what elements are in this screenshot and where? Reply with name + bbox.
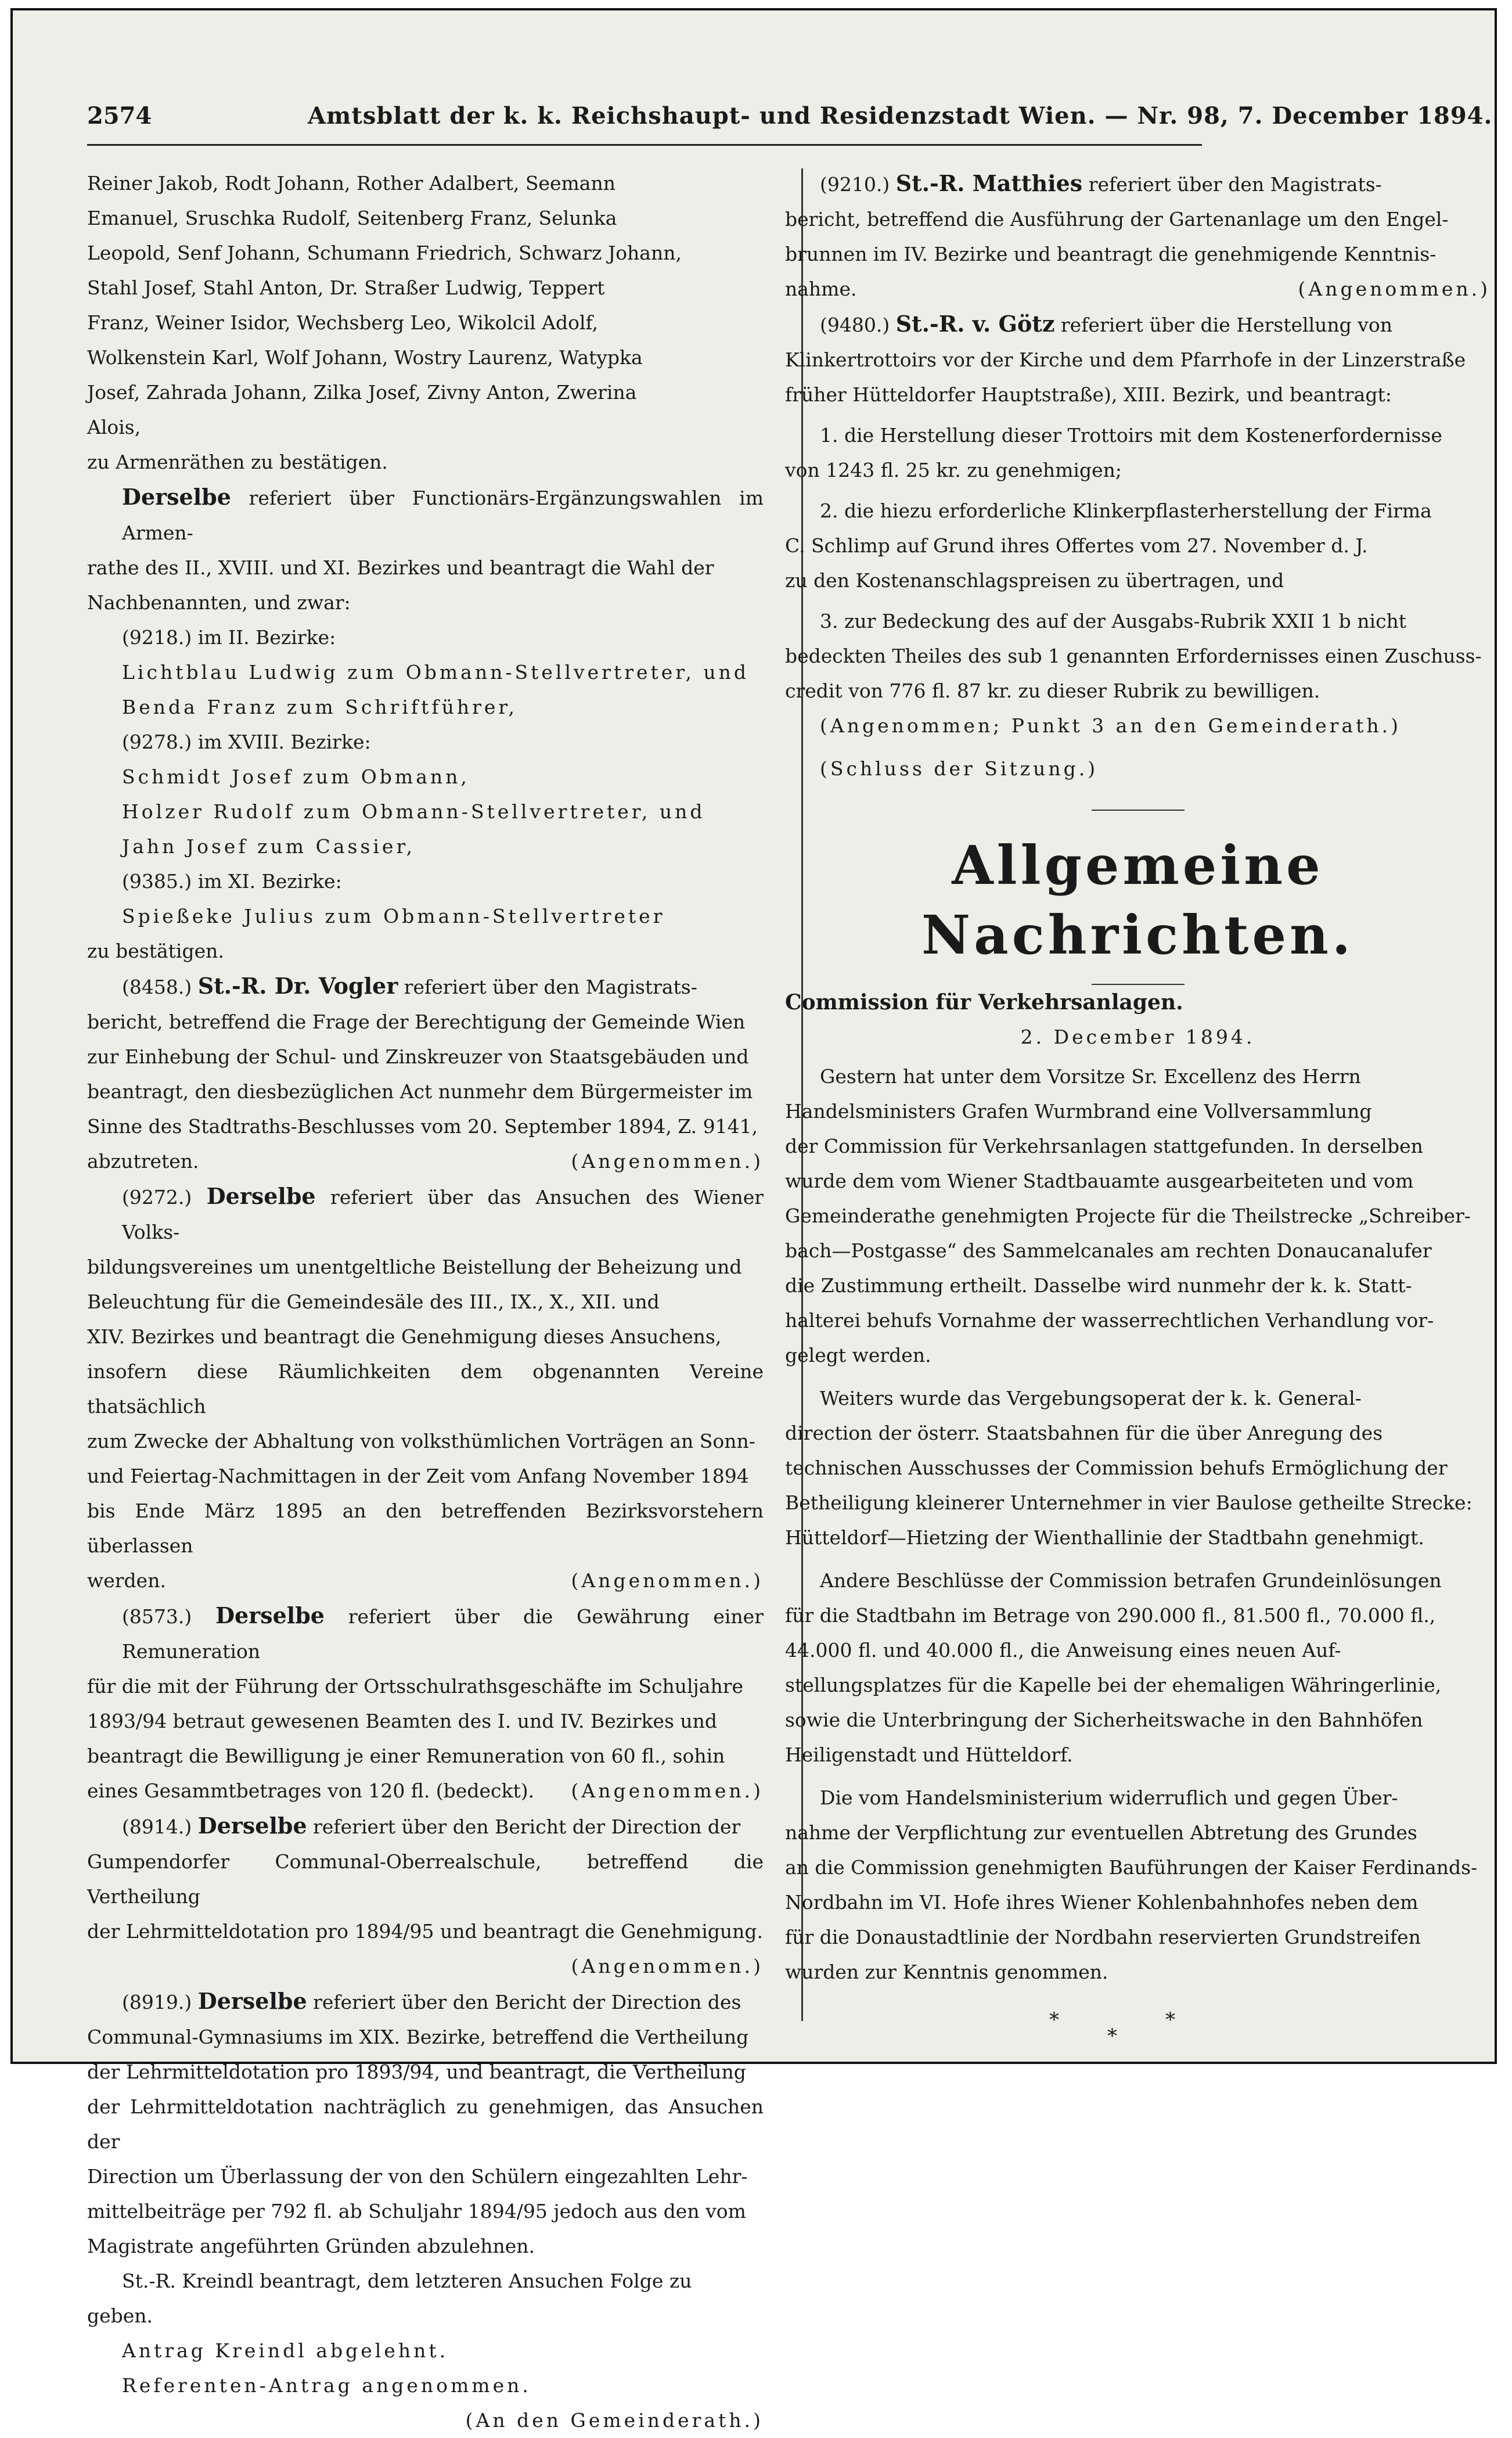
derselbe-label: Derselbe [206,1183,316,1209]
list-item: 1. die Herstellung dieser Trottoirs mit dem Kostenerfordernisse [820,424,1442,447]
right-column [785,166,1491,2072]
antrag-line: Antrag Kreindl abgelehnt. [122,2339,449,2362]
paragraph-line: halterei behufs Vornahme der wasserrechtlichen Verhandlung vor- [785,1309,1434,1332]
asterisk: * [1165,2008,1175,2031]
speaker-name: St.-R. Dr. Vogler [197,973,398,999]
list-tail: zu bestätigen. [87,940,224,962]
text-line: referiert über Functionärs-Ergänzungswahlen im Armen- [122,487,764,544]
list-item: 3. zur Bedeckung des auf der Ausgabs-Rubrik XXII 1 b nicht [820,610,1407,632]
result-label: (Angenommen.) [571,1779,764,1802]
paragraph-line: Communal-Gymnasiums im XIX. Bezirke, betreffend die Vertheilung [87,2026,749,2048]
paragraph-line: St.-R. Kreindl beantragt, dem letzteren Ansuchen Folge zu [122,2270,692,2292]
paragraph-line: beantragt die Bewilligung je einer Remuneration von 60 fl., sohin [87,1745,725,1767]
paragraph-line: stellungsplatzes für die Kapelle bei der ehemaligen Währingerlinie, [785,1674,1442,1696]
paragraph-line: die Zustimmung ertheilt. Dasselbe wird nunmehr der k. k. Statt- [785,1274,1412,1297]
derselbe-label: Derselbe [215,1602,325,1628]
paragraph-line [87,1774,764,1808]
paragraph-line [87,1598,764,1669]
text-line: referiert über das Ansuchen des Wiener Volks- [122,1186,764,1243]
paragraph-line: bericht, betreffend die Frage der Berechtigung der Gemeinde Wien [87,1011,746,1033]
name-line: Franz, Weiner Isidor, Wechsberg Leo, Wikolcil Adolf, [87,311,599,334]
commission-title: Commission für Verkehrsanlagen. [785,990,1183,1015]
paragraph-line [87,1808,764,1844]
text-line: abzutreten. [87,1150,199,1173]
text-line: nahme. [785,278,857,300]
item-number: (9210.) [820,173,890,196]
paragraph-line: gelegt werden. [785,1344,931,1367]
item-number: (8573.) [122,1605,192,1628]
report-date: 2. December 1894. [1020,1026,1255,1048]
derselbe-label: Derselbe [122,484,231,510]
text-line: eines Gesammtbetrages von 120 fl. (bedeckt). [87,1779,535,1802]
list-item: Holzer Rudolf zum Obmann-Stellvertreter, und [122,800,705,823]
paragraph-line: Weiters wurde das Vergebungsoperat der k. k. General- [820,1387,1362,1409]
paragraph-line: Sinne des Stadtraths-Beschlusses vom 20. September 1894, Z. 9141, [87,1115,758,1138]
left-column [87,166,764,2438]
page-header [87,102,1493,137]
name-line: Leopold, Senf Johann, Schumann Friedrich, Schwarz Johann, [87,242,682,264]
paragraph-line: bildungsvereines um unentgeltliche Beistellung der Beheizung und [87,1256,742,1278]
paragraph-line: geben. [87,2304,153,2327]
result-label: (Angenommen; Punkt 3 an den Gemeinderath.) [820,714,1401,737]
item-number: (8919.) [122,1991,192,2013]
paragraph-line: Gumpendorfer Communal-Oberrealschule, betreffend die Vertheilung [87,1850,764,1908]
paragraph-line [785,166,1491,202]
name-line: Wolkenstein Karl, Wolf Johann, Wostry Laurenz, Watypka [87,346,643,369]
paragraph-line: bericht, betreffend die Ausführung der Gartenanlage um den Engel- [785,208,1449,231]
header-title: Amtsblatt der k. k. Reichshaupt- und Residenzstadt Wien. — Nr. 98, 7. December 1894. [308,102,1493,130]
asterisk: * [1107,2025,1117,2048]
paragraph-line: technischen Ausschusses der Commission behufs Ermöglichung der [785,1457,1448,1479]
section-rule [1092,810,1185,811]
paragraph-line [87,1144,764,1179]
paragraph-line: 44.000 fl. und 40.000 fl., die Anweisung eines neuen Auf- [785,1639,1341,1662]
paragraph-line: sowie die Unterbringung der Sicherheitswache in den Bahnhöfen [785,1709,1423,1731]
list-item: von 1243 fl. 25 kr. zu genehmigen; [785,459,1122,481]
speaker-name: St.-R. v. Götz [895,311,1055,337]
text-line: referiert über den Bericht der Direction des [307,1991,741,2013]
paragraph-line: zum Zwecke der Abhaltung von volksthümlichen Vorträgen an Sonn- [87,1430,755,1452]
text-line: werden. [87,1569,166,1592]
paragraph-line [87,480,764,551]
paragraph-line: beantragt, den diesbezüglichen Act nunmehr dem Bürgermeister im [87,1080,753,1103]
list-item: (9218.) im II. Bezirke: [122,626,336,649]
asterisk: * [1049,2008,1059,2031]
paragraph-line: Heiligenstadt und Hütteldorf. [785,1743,1073,1766]
paragraph-line: für die Donaustadtlinie der Nordbahn reservierten Grundstreifen [785,1926,1421,1948]
paragraph-line: Klinkertrottoirs vor der Kirche und dem Pfarrhofe in der Linzerstraße [785,348,1466,371]
paragraph-line: brunnen im IV. Bezirke und beantragt die genehmigende Kenntnis- [785,243,1437,265]
paragraph-line: Gemeinderathe genehmigten Projecte für die Theilstrecke „Schreiber- [785,1204,1471,1227]
paragraph-line [87,969,764,1005]
text-line: referiert über den Magistrats- [1082,173,1382,196]
paragraph-line: Beleuchtung für die Gemeindesäle des III., IX., X., XII. und [87,1290,660,1313]
names-tail: zu Armenräthen zu bestätigen. [87,451,388,473]
paragraph-line: früher Hütteldorfer Hauptstraße), XIII. Bezirk, und beantragt: [785,383,1392,406]
result-label: (Angenommen.) [571,1569,764,1592]
result-label: (Angenommen.) [1298,278,1491,300]
paragraph-line: Hütteldorf—Hietzing der Wienthallinie der Stadtbahn genehmigt. [785,1526,1424,1549]
page-number: 2574 [87,102,152,130]
paragraph-line: Nachbenannten, und zwar: [87,591,351,614]
paragraph-line: Handelsministers Grafen Wurmbrand eine Vollversammlung [785,1100,1372,1123]
list-item: C. Schlimp auf Grund ihres Offertes vom 27. November d. J. [785,534,1368,557]
paragraph-line: Nordbahn im VI. Hofe ihres Wiener Kohlenbahnhofes neben dem [785,1891,1419,1914]
name-line: Josef, Zahrada Johann, Zilka Josef, Zivny Anton, Zwerina [87,381,637,404]
text-line: referiert über die Herstellung von [1054,314,1393,336]
result-label: (Angenommen.) [571,1150,764,1173]
item-number: (8458.) [122,976,192,998]
list-item: Spießeke Julius zum Obmann-Stellvertreter [122,905,665,927]
paragraph-line: bis Ende März 1895 an den betreffenden Bezirksvorstehern überlassen [87,1500,764,1557]
paragraph-line [87,1179,764,1250]
asterism [785,2002,1491,2072]
paragraph-line: Andere Beschlüsse der Commission betrafen Grundeinlösungen [820,1569,1442,1592]
derselbe-label: Derselbe [197,1813,307,1839]
list-item: Lichtblau Ludwig zum Obmann-Stellvertreter, und [122,661,750,684]
list-item: bedeckten Theiles des sub 1 genannten Erfordernisses einen Zuschuss- [785,645,1482,667]
list-item: (9385.) im XI. Bezirke: [122,870,342,893]
text-line: referiert über die Gewährung einer Remuneration [122,1605,764,1663]
text-line: referiert über den Bericht der Direction der [307,1815,741,1838]
paragraph-line: der Lehrmitteldotation nachträglich zu genehmigen, das Ansuchen der [87,2095,764,2153]
result-label: (Angenommen.) [571,1955,764,1977]
list-item: Jahn Josef zum Cassier, [122,835,416,858]
paragraph-line: und Feiertag-Nachmittagen in der Zeit vom Anfang November 1894 [87,1465,749,1487]
paragraph-line: Betheiligung kleinerer Unternehmer in vier Baulose getheilte Strecke: [785,1491,1473,1514]
item-number: (8914.) [122,1815,192,1838]
name-line: Alois, [87,416,141,438]
paragraph-line: XIV. Bezirkes und beantragt die Genehmigung dieses Ansuchens, [87,1325,722,1348]
paragraph-line: für die mit der Führung der Ortsschulrathsgeschäfte im Schuljahre [87,1675,744,1698]
speaker-name: St.-R. Matthies [895,170,1083,196]
result-label: (An den Gemeinderath.) [465,2409,764,2432]
list-item: Benda Franz zum Schriftführer, [122,696,518,718]
name-line: Emanuel, Sruschka Rudolf, Seitenberg Franz, Selunka [87,207,617,229]
paragraph-line: direction der österr. Staatsbahnen für die über Anregung des [785,1422,1383,1444]
paragraph-line [785,307,1491,343]
list-item: credit von 776 fl. 87 kr. zu dieser Rubrik zu bewilligen. [785,679,1320,702]
paragraph-line: der Lehrmitteldotation pro 1894/95 und beantragt die Genehmigung. [87,1920,764,1943]
session-end: (Schluss der Sitzung.) [820,757,1099,780]
paragraph-line: zur Einhebung der Schul- und Zinskreuzer von Staatsgebäuden und [87,1045,749,1068]
paragraph-line: 1893/94 betraut gewesenen Beamten des I. und IV. Bezirkes und [87,1710,718,1732]
paragraph-line: für die Stadtbahn im Betrage von 290.000 fl., 81.500 fl., 70.000 fl., [785,1604,1436,1627]
paragraph-line: mittelbeiträge per 792 fl. ab Schuljahr 1894/95 jedoch aus den vom [87,2200,746,2223]
paragraph-line: rathe des II., XVIII. und XI. Bezirkes und beantragt die Wahl der [87,556,714,579]
item-number: (9272.) [122,1186,192,1209]
paragraph-line: wurde dem vom Wiener Stadtbauamte ausgearbeiteten und vom [785,1170,1414,1192]
list-item: zu den Kostenanschlagspreisen zu übertragen, und [785,569,1284,592]
paragraph-line: der Commission für Verkehrsanlagen stattgefunden. In derselben [785,1135,1423,1157]
paragraph-line: Direction um Überlassung der von den Schülern eingezahlten Lehr- [87,2165,748,2188]
section-title: Allgemeine Nachrichten. [921,834,1354,966]
paragraph-line [785,272,1491,307]
item-number: (9480.) [820,314,890,336]
name-line: Stahl Josef, Stahl Anton, Dr. Straßer Ludwig, Teppert [87,276,605,299]
paragraph-line: an die Commission genehmigten Bauführungen der Kaiser Ferdinands- [785,1856,1478,1879]
paragraph-line: Magistrate angeführten Gründen abzulehnen. [87,2235,535,2257]
paragraph-line: nahme der Verpflichtung zur eventuellen Abtretung des Grundes [785,1821,1417,1844]
paragraph-line: wurden zur Kenntnis genommen. [785,1961,1108,1983]
list-item: Schmidt Josef zum Obmann, [122,765,470,788]
derselbe-label: Derselbe [197,1988,307,2014]
paragraph-line: Die vom Handelsministerium widerruflich und gegen Über- [820,1786,1398,1809]
paragraph-line [87,1984,764,2020]
list-item: 2. die hiezu erforderliche Klinkerpflasterherstellung der Firma [820,499,1432,522]
paragraph-line: insofern diese Räumlichkeiten dem obgenannten Vereine thatsächlich [87,1360,764,1418]
paragraph-line: der Lehrmitteldotation pro 1893/94, und beantragt, die Vertheilung [87,2061,746,2083]
paragraph-line: bach—Postgasse“ des Sammelcanales am rechten Donaucanalufer [785,1239,1432,1262]
paragraph-line: Gestern hat unter dem Vorsitze Sr. Excellenz des Herrn [820,1065,1361,1088]
paragraph-line [87,1563,764,1598]
header-rule [87,144,1202,146]
referenten-line: Referenten-Antrag angenommen. [122,2374,531,2397]
name-line: Reiner Jakob, Rodt Johann, Rother Adalbert, Seemann [87,172,615,195]
text-line: referiert über den Magistrats- [398,976,697,998]
list-item: (9278.) im XVIII. Bezirke: [122,731,371,753]
